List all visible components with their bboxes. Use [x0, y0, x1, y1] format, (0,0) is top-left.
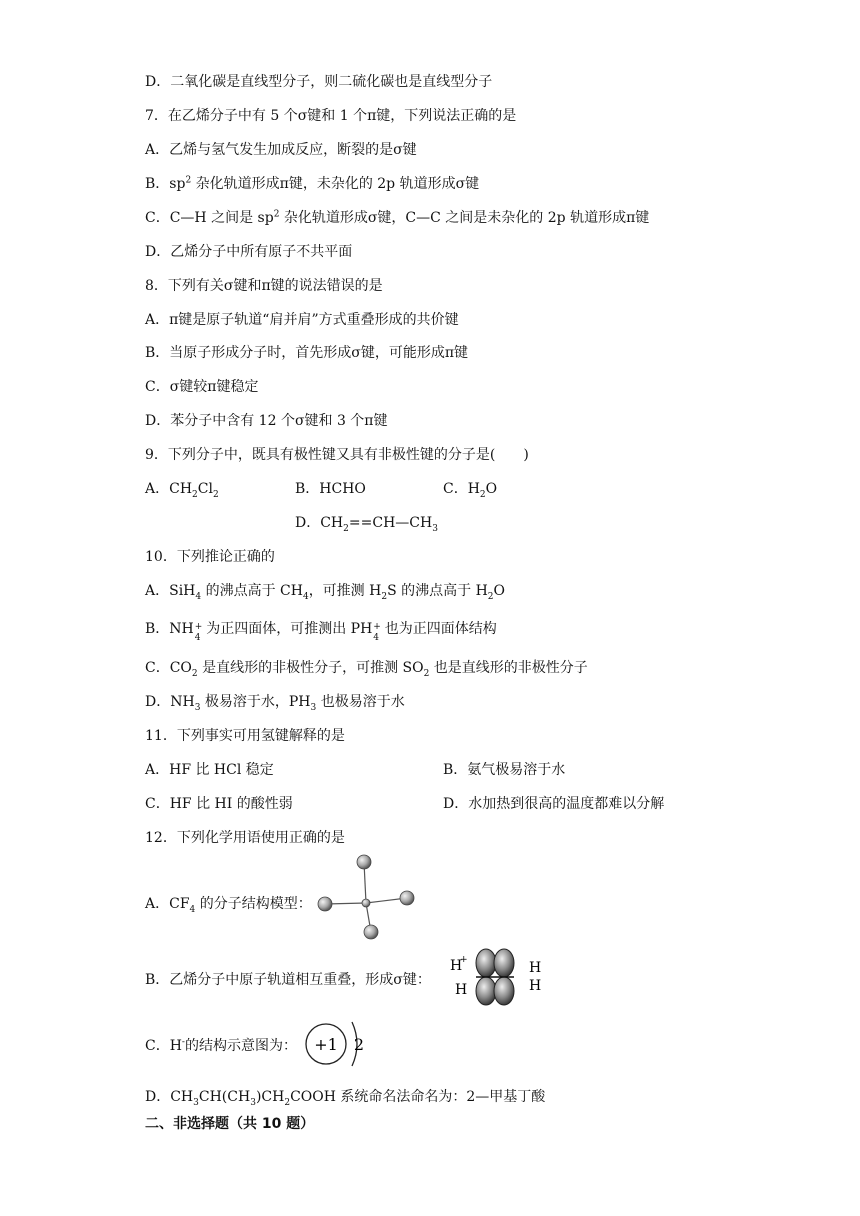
cf4-molecule-model	[310, 850, 420, 946]
nucleus-charge: +1	[314, 1035, 338, 1054]
q7-option-b: B．$sp^2$ 杂化轨道形成π键，未杂化的 2p 轨道形成σ键	[145, 175, 480, 192]
q12-option-b: B．乙烯分子中原子轨道相互重叠，形成σ键：	[145, 972, 431, 988]
q8-option-c: C．σ键较π键稳定	[145, 379, 259, 395]
q9-option-b: B．HCHO	[295, 481, 366, 497]
hydride-atomic-structure-diagram	[302, 1018, 372, 1070]
q9-option-c: C．$H_2O$	[443, 481, 498, 500]
q11-stem: 11．下列事实可用氢键解释的是	[145, 728, 345, 744]
electron-count: 2	[353, 1035, 365, 1054]
q12-stem: 12．下列化学用语使用正确的是	[145, 830, 345, 846]
q8-option-b: B．当原子形成分子时，首先形成σ键，可能形成π键	[145, 345, 469, 361]
q12-option-d: D．$CH_3CH(CH_3)CH_2COOH$ 系统命名法命名为：2—甲基丁酸	[145, 1089, 546, 1108]
q10-stem: 10．下列推论正确的	[145, 549, 275, 565]
q10-option-d: D．$NH_3$ 极易溶于水，$PH_3$ 也极易溶于水	[145, 694, 405, 713]
ammonium-charge: + 4	[194, 622, 203, 643]
q8-option-d: D．苯分子中含有 12 个σ键和 3 个π键	[145, 413, 388, 429]
q7-option-c: C．C—H 之间是 $sp^2$ 杂化轨道形成σ键，C—C 之间是未杂化的 2p 轨道形成π键	[145, 209, 650, 226]
q7-option-d: D．乙烯分子中所有原子不共平面	[145, 244, 353, 260]
fig-label-h1: H	[450, 958, 463, 974]
fig-label-plus: +	[460, 955, 468, 965]
phosphonium-charge: + 4	[373, 622, 381, 643]
q11-option-d: D．水加热到很高的温度都难以分解	[443, 796, 665, 812]
q12-option-c: C．H-的结构示意图为：	[145, 1037, 297, 1054]
section-2-heading: 二、非选择题（共 10 题）	[145, 1116, 315, 1132]
q7-stem: 7．在乙烯分子中有 5 个σ键和 1 个π键，下列说法正确的是	[145, 108, 517, 124]
q10-option-b: B．NH + 4 为正四面体，可推测出 PH + 4 也为正四面体结构	[145, 621, 497, 643]
q10-option-c: C．$CO_2$ 是直线形的非极性分子，可推测 $SO_2$ 也是直线形的非极性分子	[145, 660, 588, 679]
q8-option-a: A．π键是原子轨道“肩并肩”方式重叠形成的共价键	[145, 312, 459, 328]
q11-option-c: C．HF 比 HI 的酸性弱	[145, 796, 293, 812]
fig-label-h4: H	[529, 978, 542, 994]
q9-stem: 9．下列分子中，既具有极性键又具有非极性键的分子是( )	[145, 447, 529, 463]
q11-option-a: A．HF 比 HCl 稳定	[145, 762, 274, 778]
q7-option-a: A．乙烯与氢气发生加成反应，断裂的是σ键	[145, 142, 417, 158]
fig-label-h3: H	[529, 960, 542, 976]
q12-option-a: A．$CF_4$ 的分子结构模型：	[145, 896, 312, 915]
ethylene-orbital-overlap-figure	[446, 946, 548, 1008]
q11-option-b: B．氨气极易溶于水	[443, 762, 566, 778]
q10-option-a: A．SiH$_4$ 的沸点高于 $CH_4$，可推测 $H_2S$ 的沸点高于 $H_2O$	[145, 583, 506, 602]
fig-label-h2: H	[455, 982, 468, 998]
q6-option-d: D．二氧化碳是直线型分子，则二硫化碳也是直线型分子	[145, 74, 493, 90]
q9-option-a: A．$CH_2Cl_2$	[145, 481, 219, 500]
q9-option-d: D．$CH_2==CH—CH_3$	[295, 515, 438, 534]
q8-stem: 8．下列有关σ键和π键的说法错误的是	[145, 278, 383, 294]
